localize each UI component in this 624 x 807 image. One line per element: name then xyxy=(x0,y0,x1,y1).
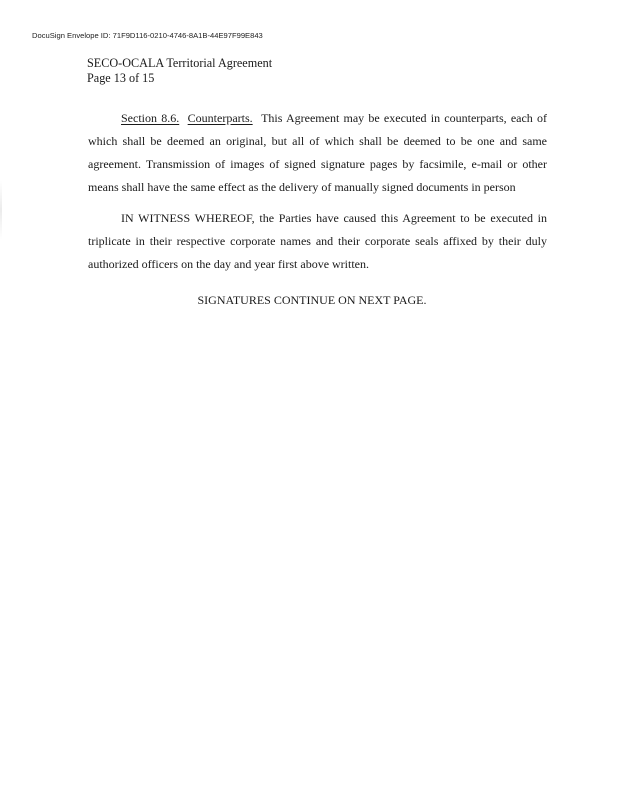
page-number: Page 13 of 15 xyxy=(87,71,155,85)
section-number: Section 8.6. xyxy=(121,111,180,125)
section-heading: Counterparts. xyxy=(187,111,253,125)
witness-text: IN WITNESS WHEREOF, the Parties have caused this Agreement to be executed in triplicate in their respective corporate names and their corporate seals affixed by their duly authorized officers on the day and year first above written. xyxy=(88,211,547,271)
docusign-envelope-id: DocuSign Envelope ID: 71F9D116-0210-4746-8A1B-44E97F99E843 xyxy=(32,31,263,40)
signatures-continue-note: SIGNATURES CONTINUE ON NEXT PAGE. xyxy=(197,293,427,307)
scan-edge-shadow xyxy=(0,180,2,240)
section-8-6-paragraph xyxy=(88,107,547,199)
witness-paragraph xyxy=(88,207,547,276)
section-body: This Agreement may be executed in counterparts, each of which shall be deemed an original, but all of which shall be deemed to be one and same agreement. Transmission of images of signed signature pages by facsimile, e-mail or other means shall have the same effect as the delivery of manually signed documents in person xyxy=(88,111,548,194)
agreement-title: SECO-OCALA Territorial Agreement xyxy=(87,56,273,70)
document-header xyxy=(87,56,272,86)
